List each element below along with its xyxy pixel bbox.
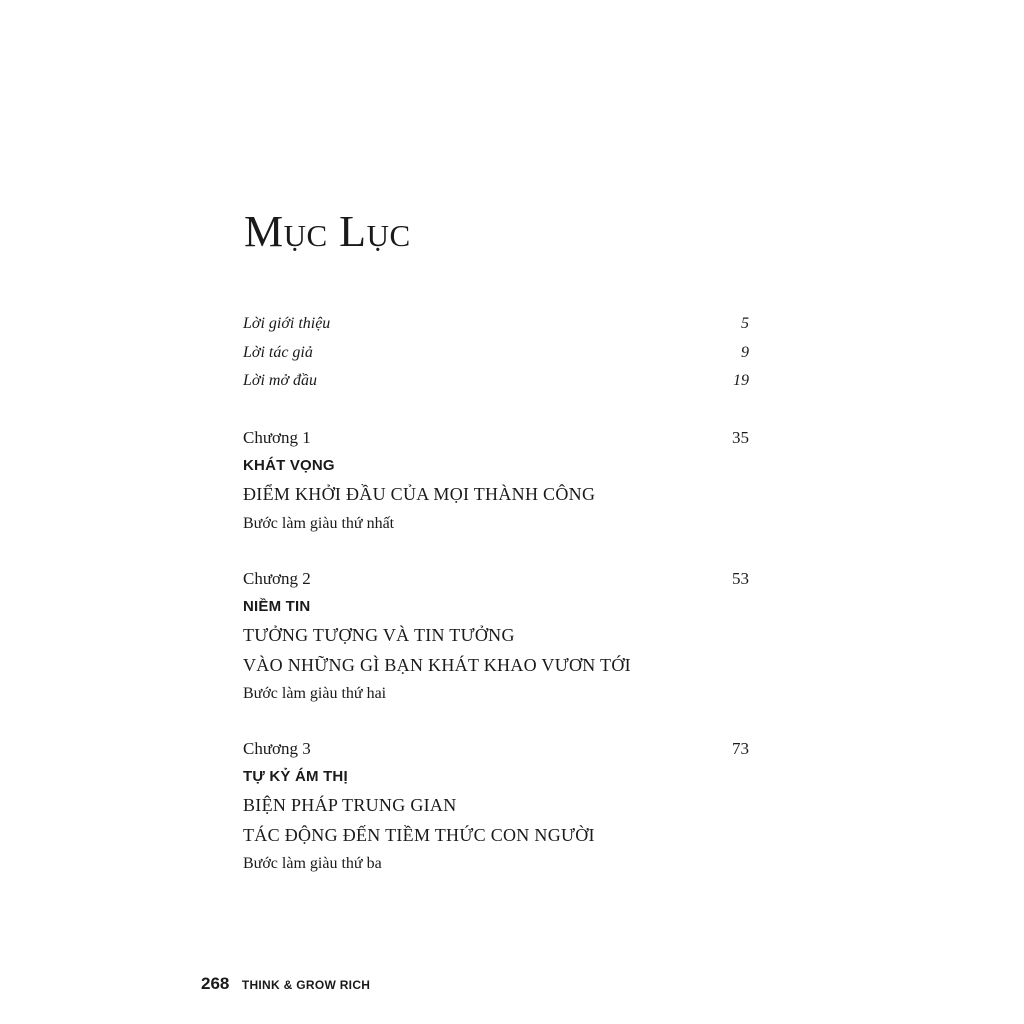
chapter-label: Chương 1: [243, 428, 311, 447]
toc-entry-introduction[interactable]: [243, 312, 749, 336]
chapter-name: NIỀM TIN: [243, 598, 311, 615]
chapter-step: Bước làm giàu thứ nhất: [243, 515, 395, 532]
toc-entry-label: Lời giới thiệu: [243, 315, 331, 332]
toc-entry-preface[interactable]: [243, 369, 749, 393]
chapter-3-subtitle-line: [243, 793, 749, 817]
chapter-page: 35: [732, 428, 749, 447]
footer-book-title: THINK & GROW RICH: [241, 978, 371, 992]
chapter-1-step: [243, 512, 749, 536]
chapter-2-subtitle-line: [243, 653, 749, 677]
chapter-subtitle: TÁC ĐỘNG ĐẾN TIỀM THỨC CON NGƯỜI: [243, 825, 595, 845]
toc-entry-author-note[interactable]: [243, 341, 749, 365]
chapter-subtitle: TƯỞNG TƯỢNG VÀ TIN TƯỞNG: [243, 625, 515, 645]
chapter-2-step: [243, 682, 749, 706]
chapter-label: Chương 2: [243, 569, 311, 588]
page-title: Mục Lục: [244, 207, 411, 256]
chapter-subtitle: ĐIỂM KHỞI ĐẦU CỦA MỌI THÀNH CÔNG: [243, 484, 596, 504]
page-footer: [201, 973, 370, 996]
chapter-3-name: [243, 765, 749, 789]
chapter-1-name: [243, 454, 749, 478]
chapter-step: Bước làm giàu thứ hai: [243, 685, 387, 702]
chapter-3-step: [243, 852, 749, 876]
chapter-2-subtitle-line: [243, 623, 749, 647]
toc-entry-page: 9: [741, 344, 749, 361]
toc-entry-page: 5: [741, 315, 749, 332]
chapter-step: Bước làm giàu thứ ba: [243, 855, 382, 872]
toc-entry-label: Lời mở đầu: [243, 372, 317, 389]
toc-chapter-1[interactable]: [243, 426, 749, 450]
toc-entry-page: 19: [733, 372, 749, 389]
toc-entry-label: Lời tác giả: [243, 344, 313, 361]
chapter-1-subtitle-line: [243, 482, 749, 506]
toc-chapter-2[interactable]: [243, 567, 749, 591]
chapter-subtitle: VÀO NHỮNG GÌ BẠN KHÁT KHAO VƯƠN TỚI: [243, 655, 631, 675]
chapter-label: Chương 3: [243, 739, 311, 758]
toc-chapter-3[interactable]: [243, 737, 749, 761]
chapter-name: TỰ KỶ ÁM THỊ: [243, 768, 348, 785]
chapter-page: 53: [732, 569, 749, 588]
chapter-name: KHÁT VỌNG: [243, 457, 335, 474]
chapter-page: 73: [732, 739, 749, 758]
chapter-3-subtitle-line: [243, 823, 749, 847]
chapter-2-name: [243, 595, 749, 619]
chapter-subtitle: BIỆN PHÁP TRUNG GIAN: [243, 795, 457, 815]
footer-page-number: 268: [201, 974, 230, 993]
